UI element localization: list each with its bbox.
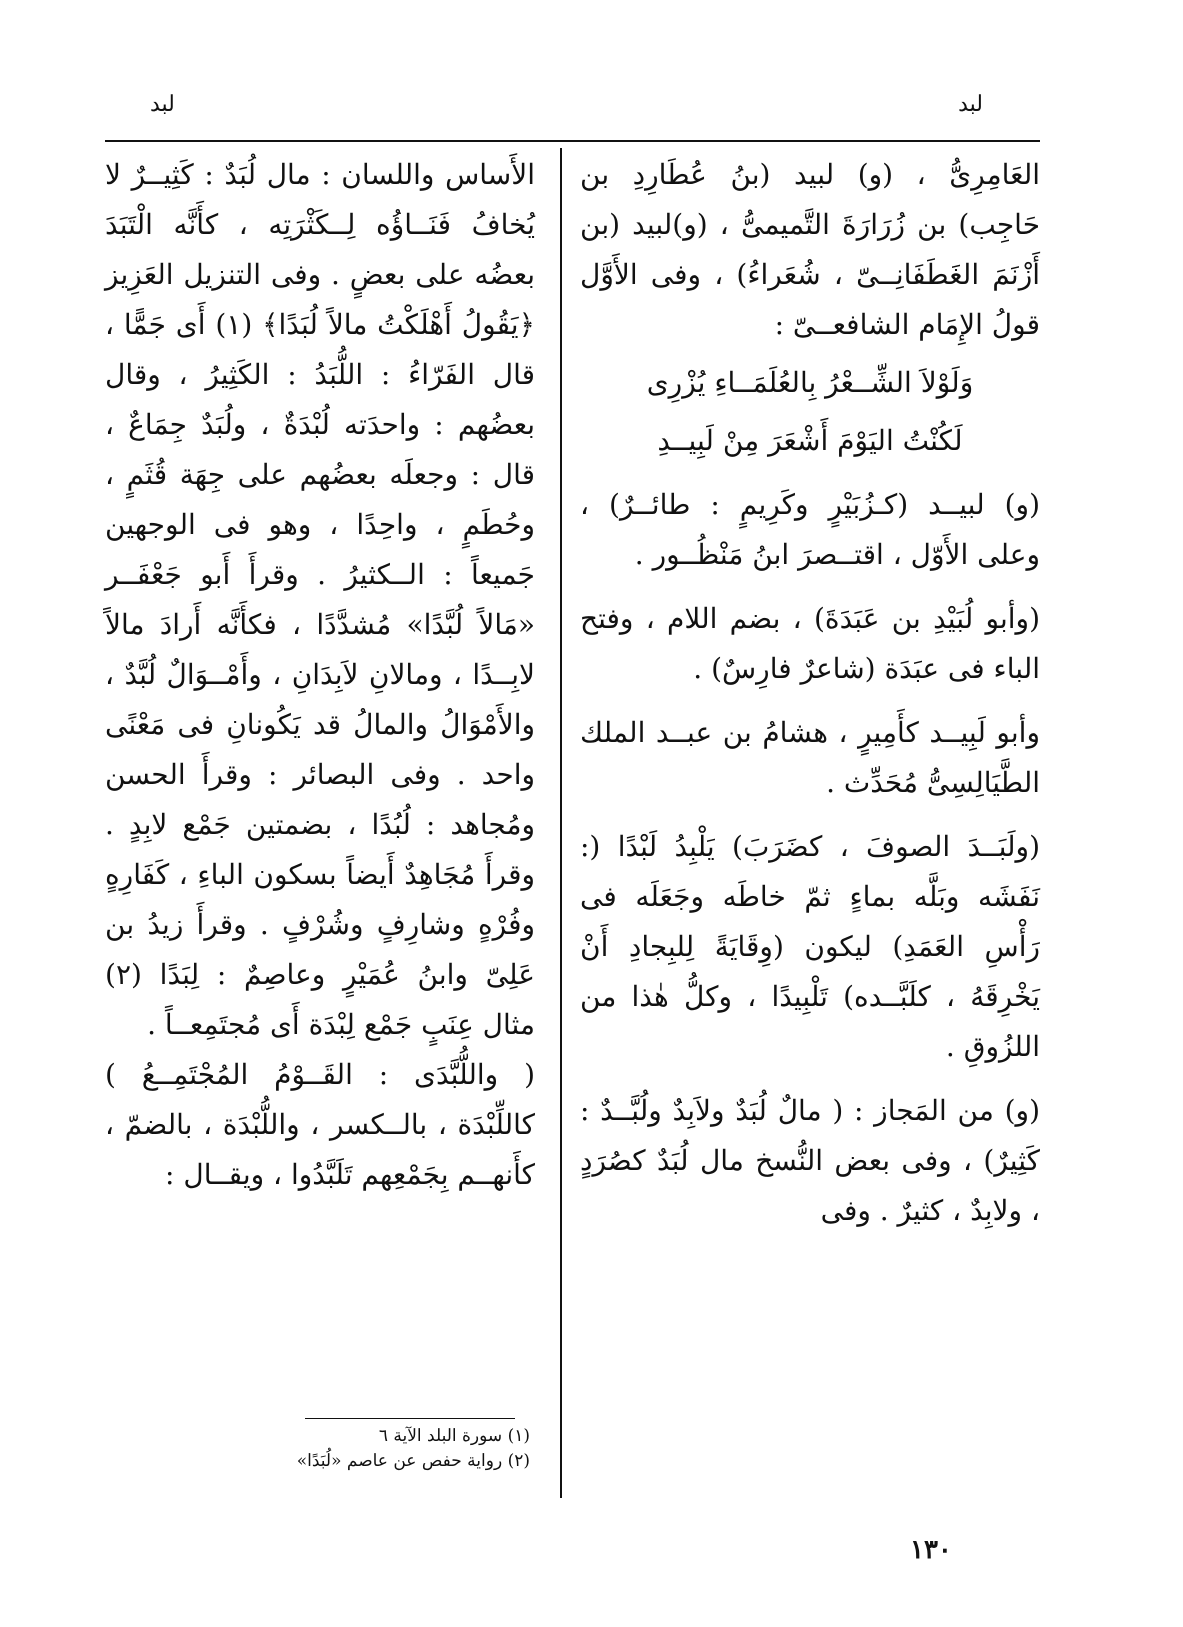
paragraph: الأَساس واللسان : مال لُبَدٌ : كَثِيــرٌ لا يُخافُ فَنَــاؤُه لِــكَثْرَتِه ، كأَنَّه الْتَبَدَ بعضُه على بعضٍ . وفى التنزيل العَزِيز ﴿يَقُولُ أَهْلَكْتُ مالاً لُبَدًا﴾ (١) أَى جَمًّا ، قال الفَرّاءُ : اللُّبَدُ : الكَثِيرُ ، وقال بعضُهم : واحدَته لُبْدَةٌ ، ولُبَدٌ جِمَاعٌ ، قال : وجعلَه بعضُهم على جِهَة قُثَمٍ ، وحُطَمٍ ، واحِدًا ، وهو فى الوجهين جَميعاً : الــكثيرُ . وقرأَ أَبو جَعْفَــر «مَالاً لُبَّدًا» مُشدَّدًا ، فكأَنَّه أَرادَ مالاً لابِــدًا ، ومالانِ لاَبِدَانِ ، وأَمْــوَالٌ لُبَّدٌ ، والأَمْوَالُ والمالُ قد يَكُونانِ فى مَعْنًى واحد . وفى البصائر : وقرأَ الحسن ومُجاهد : لُبُدًا ، بضمتين جَمْع لابِدٍ . وقرأَ مُجَاهِدٌ أَيضاً بسكون الباءِ ، كَفَارِهٍ وفُرْهٍ وشارِفٍ وشُرْفٍ . وقرأَ زيدُ بن عَلِىّ وابنُ عُمَيْرٍ وعاصِمٌ : لِبَدًا (٢) مثال عِنَبٍ جَمْع لِبْدَة أَى مُجتَمِعــاً . bbox=[105, 158, 535, 1041]
paragraph: (و) لبيــد (كـزُبَيْرٍ وكَرِيمٍ : طائــرٌ) ، وعلى الأَوّل ، اقتــصرَ ابنُ مَنْظُــور . bbox=[580, 488, 1040, 571]
paragraph: وأبو لَبِيــد كأَمِيرٍ ، هشامُ بن عبــد الملك الطَّيَالِسِىُّ مُحَدِّث . bbox=[580, 716, 1040, 799]
paragraph: (و) من المَجاز : ( مالٌ لُبَدٌ ولاَبِدٌ ولُبَّــدٌ : كَثِيرٌ) ، وفى بعض النُّسخ مال لُبَدٌ كصُرَدٍ ، ولابِدٌ ، كثيرٌ . وفى bbox=[580, 1094, 1040, 1227]
paragraph: العَامِرِىُّ ، (و) لبيد (بنُ عُطَارِدِ بن حَاجِب) بن زُرَارَةَ التَّميمىُّ ، (و)لبيد (بن أَزْنَمَ الغَطَفَانِــىّ ، شُعَراءُ) ، وفى الأَوَّل قولُ الإِمَام الشافعــىّ : bbox=[580, 158, 1040, 341]
verse-line: لَكُنْتُ اليَوْمَ أَشْعَرَ مِنْ لَبِيــدِ bbox=[657, 424, 963, 457]
column-divider bbox=[560, 148, 562, 1498]
footnote: (٢) رواية حفص عن عاصم «لُبَدًا» bbox=[296, 1451, 530, 1471]
footnote: (١) سورة البلد الآية ٦ bbox=[378, 1426, 530, 1446]
footnote-rule bbox=[305, 1418, 515, 1419]
verse-line: وَلَوْلاَ الشِّــعْرُ بِالعُلَمَــاءِ يُزْرِى bbox=[646, 366, 974, 399]
page-number: ١٣٠ bbox=[910, 1535, 952, 1565]
running-header-left: لبد bbox=[150, 92, 175, 117]
left-column bbox=[105, 150, 535, 1200]
running-header-right: لبد bbox=[958, 92, 983, 117]
footnotes bbox=[105, 1424, 530, 1474]
header-rule bbox=[105, 140, 1040, 142]
paragraph: (ولَبَــدَ الصوفَ ، كضَرَبَ) يَلْبِدُ لَبْدًا (: نَفَشَه وبَلَّه بماءٍ ثمّ خاطَه وجَعَلَه فى رَأْسِ العَمَدِ) ليكون (وِقَايَةً لِلبِجادِ أَنْ يَخْرِقَهُ ، كلَبَّــده) تَلْبِيدًا ، وكلُّ هٰذا من اللزُوقِ . bbox=[580, 830, 1040, 1063]
right-column bbox=[580, 150, 1040, 1236]
paragraph: ( واللُّبَّدَى : القَــوْمُ المُجْتَمِــعُ ) كاللِّبْدَة ، بالــكسر ، واللُّبْدَة ، بالضمّ ، كأَنهــم بِجَمْعِهم تَلَبَّدُوا ، ويقــال : bbox=[105, 1058, 535, 1191]
paragraph: (وأبو لُبَيْدِ بن عَبَدَةَ) ، بضم اللام ، وفتح الباء فى عبَدَة (شاعرٌ فارِسٌ) . bbox=[580, 602, 1040, 685]
